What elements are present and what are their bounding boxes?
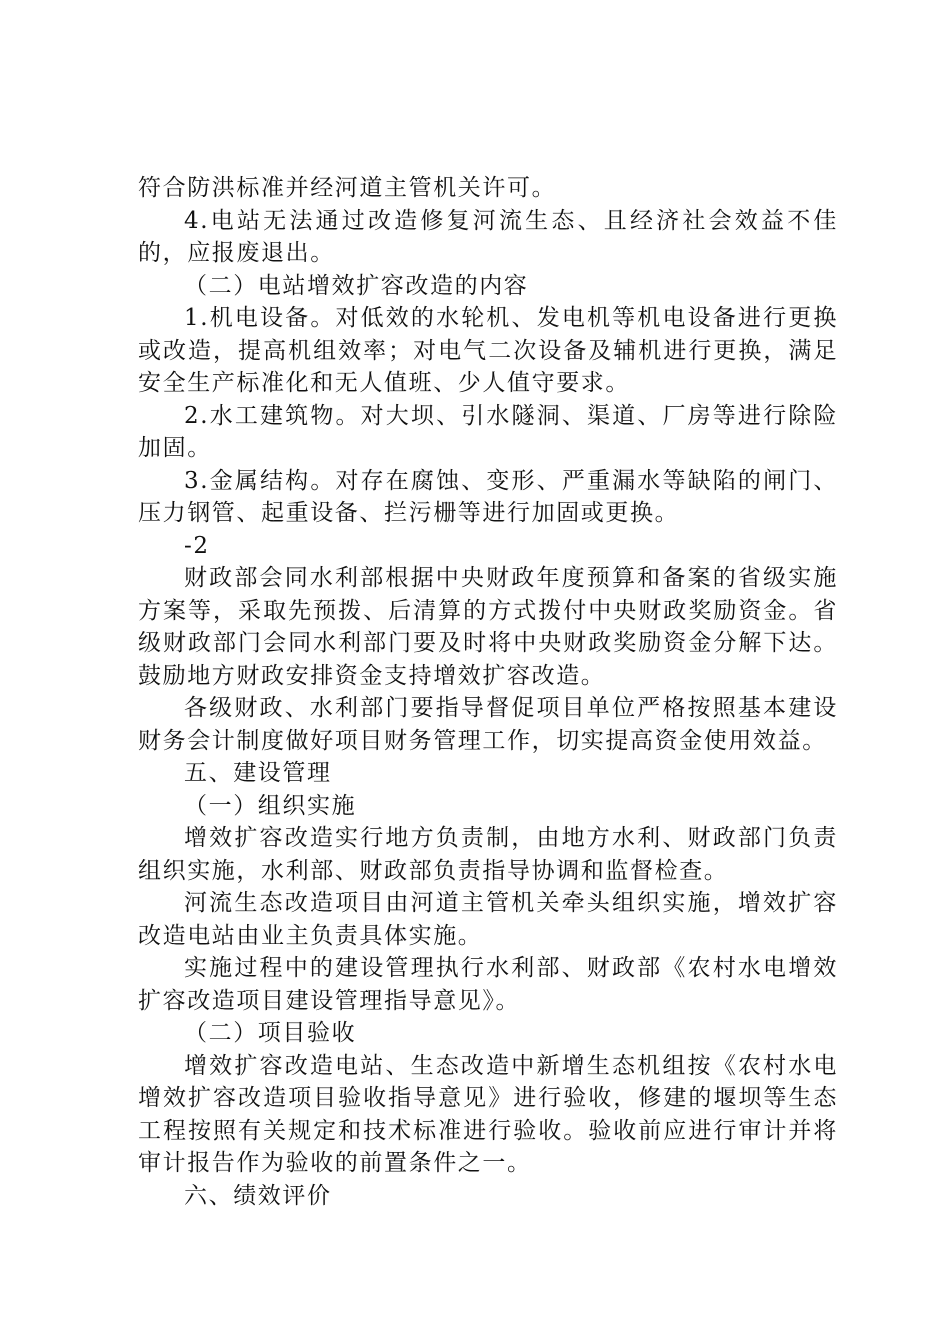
paragraph-metal-structures: 3.金属结构。对存在腐蚀、变形、严重漏水等缺陷的闸门、压力钢管、起重设备、拦污栅等进行加固或更换。 xyxy=(138,467,838,526)
subheading-organization: （一）组织实施 xyxy=(184,792,357,819)
paragraph-funding-allocation: 财政部会同水利部根据中央财政年度预算和备案的省级实施方案等，采取先预拨、后清算的方式拨付中央财政奖励资金。省级财政部门会同水利部门要及时将中央财政奖励资金分解下达。鼓励地方财政安排资金支持增效扩容改造。 xyxy=(138,565,838,689)
paragraph-financial-management: 各级财政、水利部门要指导督促项目单位严格按照基本建设财务会计制度做好项目财务管理工作，切实提高资金使用效益。 xyxy=(138,695,838,754)
paragraph-acceptance: 增效扩容改造电站、生态改造中新增生态机组按《农村水电增效扩容改造项目验收指导意见》进行验收，修建的堰坝等生态工程按照有关规定和技术标准进行验收。验收前应进行审计并将审计报告作为验收的前置条件之一。 xyxy=(138,1052,838,1176)
subheading-project-acceptance: （二）项目验收 xyxy=(184,1020,357,1046)
page-number: -2 xyxy=(184,532,210,559)
paragraph-continuation: 符合防洪标准并经河道主管机关许可。 xyxy=(138,175,557,201)
paragraph-item-4: 4.电站无法通过改造修复河流生态、且经济社会效益不佳的，应报废退出。 xyxy=(138,207,838,266)
heading-construction-management: 五、建设管理 xyxy=(184,760,332,786)
paragraph-river-ecology: 河流生态改造项目由河道主管机关牵头组织实施，增效扩容改造电站由业主负责具体实施。 xyxy=(138,890,838,949)
paragraph-implementation: 实施过程中的建设管理执行水利部、财政部《农村水电增效扩容改造项目建设管理指导意见》。 xyxy=(138,955,838,1014)
heading-performance-evaluation: 六、绩效评价 xyxy=(184,1182,332,1209)
document-body xyxy=(138,172,838,1212)
paragraph-electromechanical: 1.机电设备。对低效的水轮机、发电机等机电设备进行更换或改造，提高机组效率；对电气二次设备及辅机进行更换，满足安全生产标准化和无人值班、少人值守要求。 xyxy=(138,305,838,396)
subheading-renovation-content: （二）电站增效扩容改造的内容 xyxy=(184,272,529,299)
paragraph-local-responsibility: 增效扩容改造实行地方负责制，由地方水利、财政部门负责组织实施，水利部、财政部负责指导协调和监督检查。 xyxy=(138,825,838,884)
paragraph-hydraulic-structures: 2.水工建筑物。对大坝、引水隧洞、渠道、厂房等进行除险加固。 xyxy=(138,402,838,461)
